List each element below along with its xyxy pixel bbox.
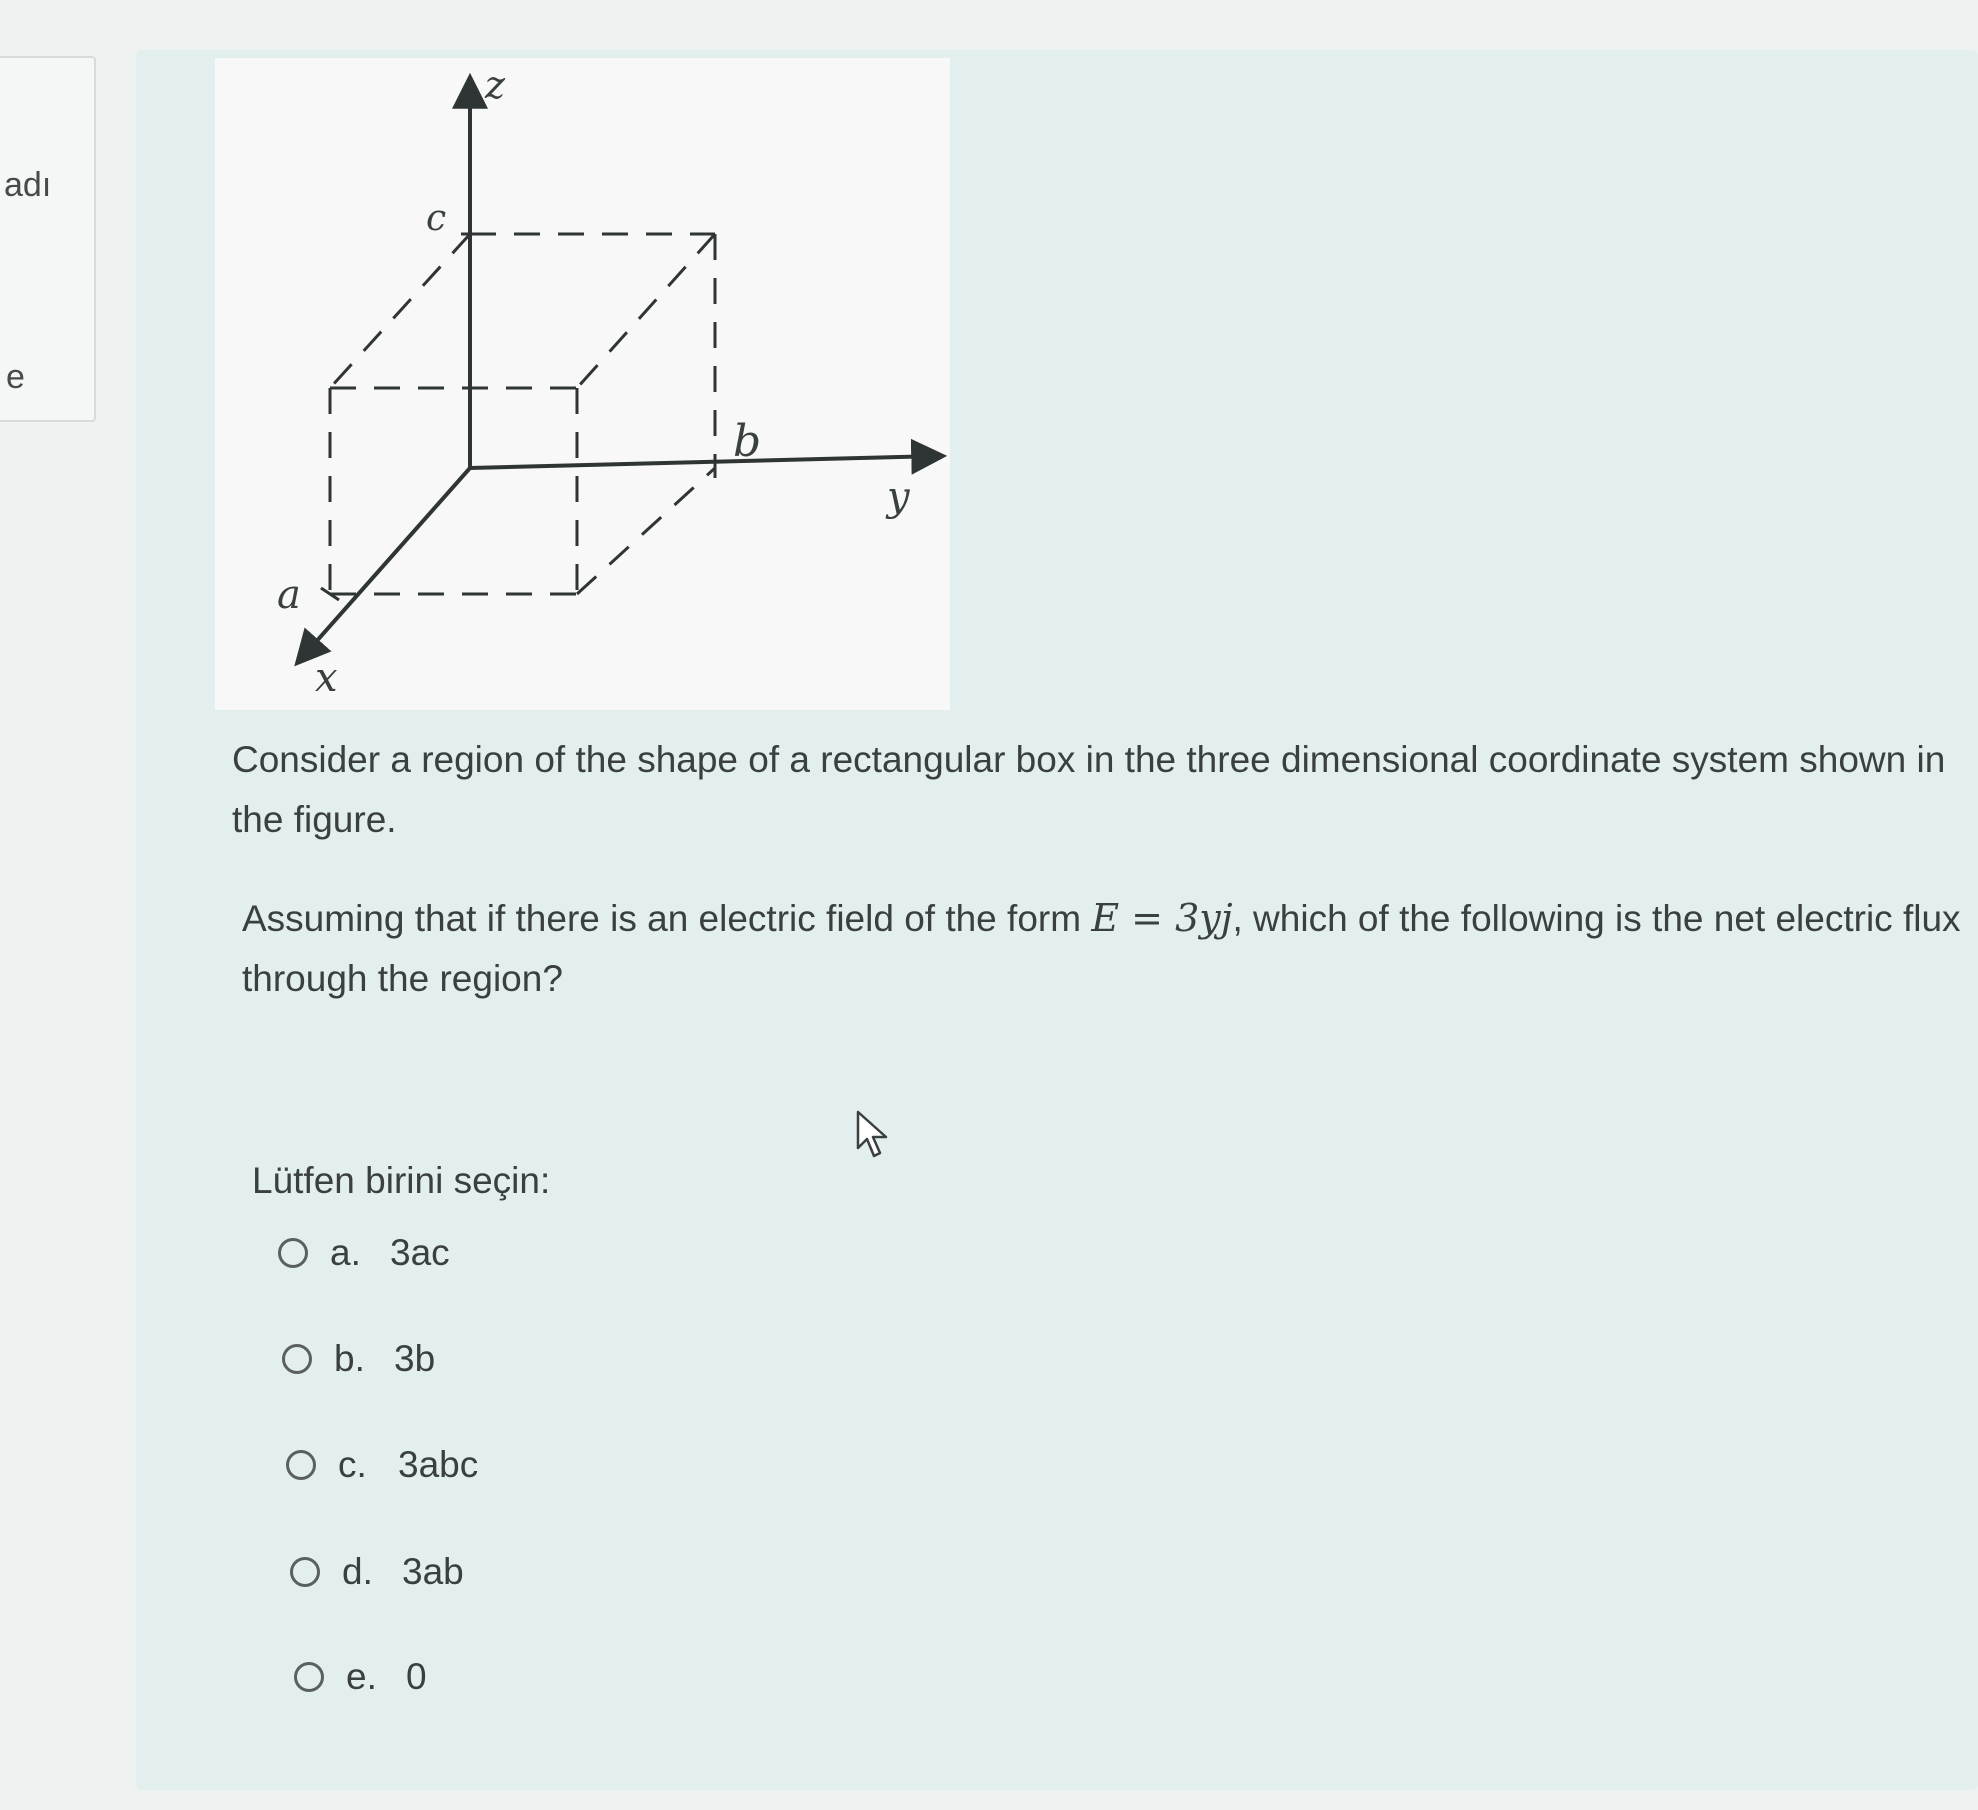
z-axis-label: z bbox=[485, 63, 506, 107]
x-axis bbox=[299, 468, 470, 661]
question-paragraph-1: Consider a region of the shape of a rectangular box in the three dimensional coordinate system shown in the figure. bbox=[232, 739, 1946, 840]
option-letter: a. bbox=[330, 1232, 361, 1273]
option-letter: e. bbox=[346, 1656, 377, 1697]
mouse-cursor-icon bbox=[856, 1110, 896, 1162]
option-value: 3b bbox=[394, 1338, 436, 1379]
radio-button[interactable] bbox=[286, 1450, 316, 1480]
option-value: 0 bbox=[406, 1656, 427, 1697]
c-label: c bbox=[426, 198, 447, 239]
radio-button[interactable] bbox=[278, 1238, 308, 1268]
option-value: 3ab bbox=[402, 1551, 464, 1592]
y-axis-label: y bbox=[887, 474, 910, 520]
box-edges bbox=[330, 234, 715, 594]
x-axis-label: x bbox=[315, 655, 338, 701]
radio-button[interactable] bbox=[282, 1344, 312, 1374]
answer-option-d[interactable] bbox=[290, 1551, 464, 1593]
option-value: 3ac bbox=[390, 1232, 450, 1273]
electric-field-equation: E = 3yj bbox=[1091, 896, 1233, 940]
option-letter: c. bbox=[338, 1444, 367, 1485]
question-paragraph-2 bbox=[242, 888, 1962, 1009]
answer-prompt: Lütfen birini seçin: bbox=[252, 1160, 551, 1201]
y-axis bbox=[470, 456, 940, 468]
sidebar-label-2: e bbox=[6, 358, 25, 396]
a-label: a bbox=[277, 572, 301, 618]
answer-option-b[interactable] bbox=[282, 1338, 435, 1380]
box-figure bbox=[215, 58, 950, 710]
side-panel bbox=[0, 56, 96, 422]
question-text-before: Assuming that if there is an electric field of the form bbox=[242, 898, 1092, 939]
option-letter: d. bbox=[342, 1551, 373, 1592]
b-label: b bbox=[733, 416, 762, 467]
option-value: 3abc bbox=[398, 1444, 479, 1485]
coordinate-diagram bbox=[215, 58, 950, 710]
radio-button[interactable] bbox=[294, 1662, 324, 1692]
answer-option-a[interactable] bbox=[278, 1232, 450, 1274]
radio-button[interactable] bbox=[290, 1557, 320, 1587]
answer-option-e[interactable] bbox=[294, 1656, 427, 1698]
question-text-after: , which of the following is the net electric flux through the region? bbox=[242, 898, 1961, 999]
sidebar-label-1: adı bbox=[4, 166, 52, 204]
answer-option-c[interactable] bbox=[286, 1444, 478, 1486]
option-letter: b. bbox=[334, 1338, 365, 1379]
